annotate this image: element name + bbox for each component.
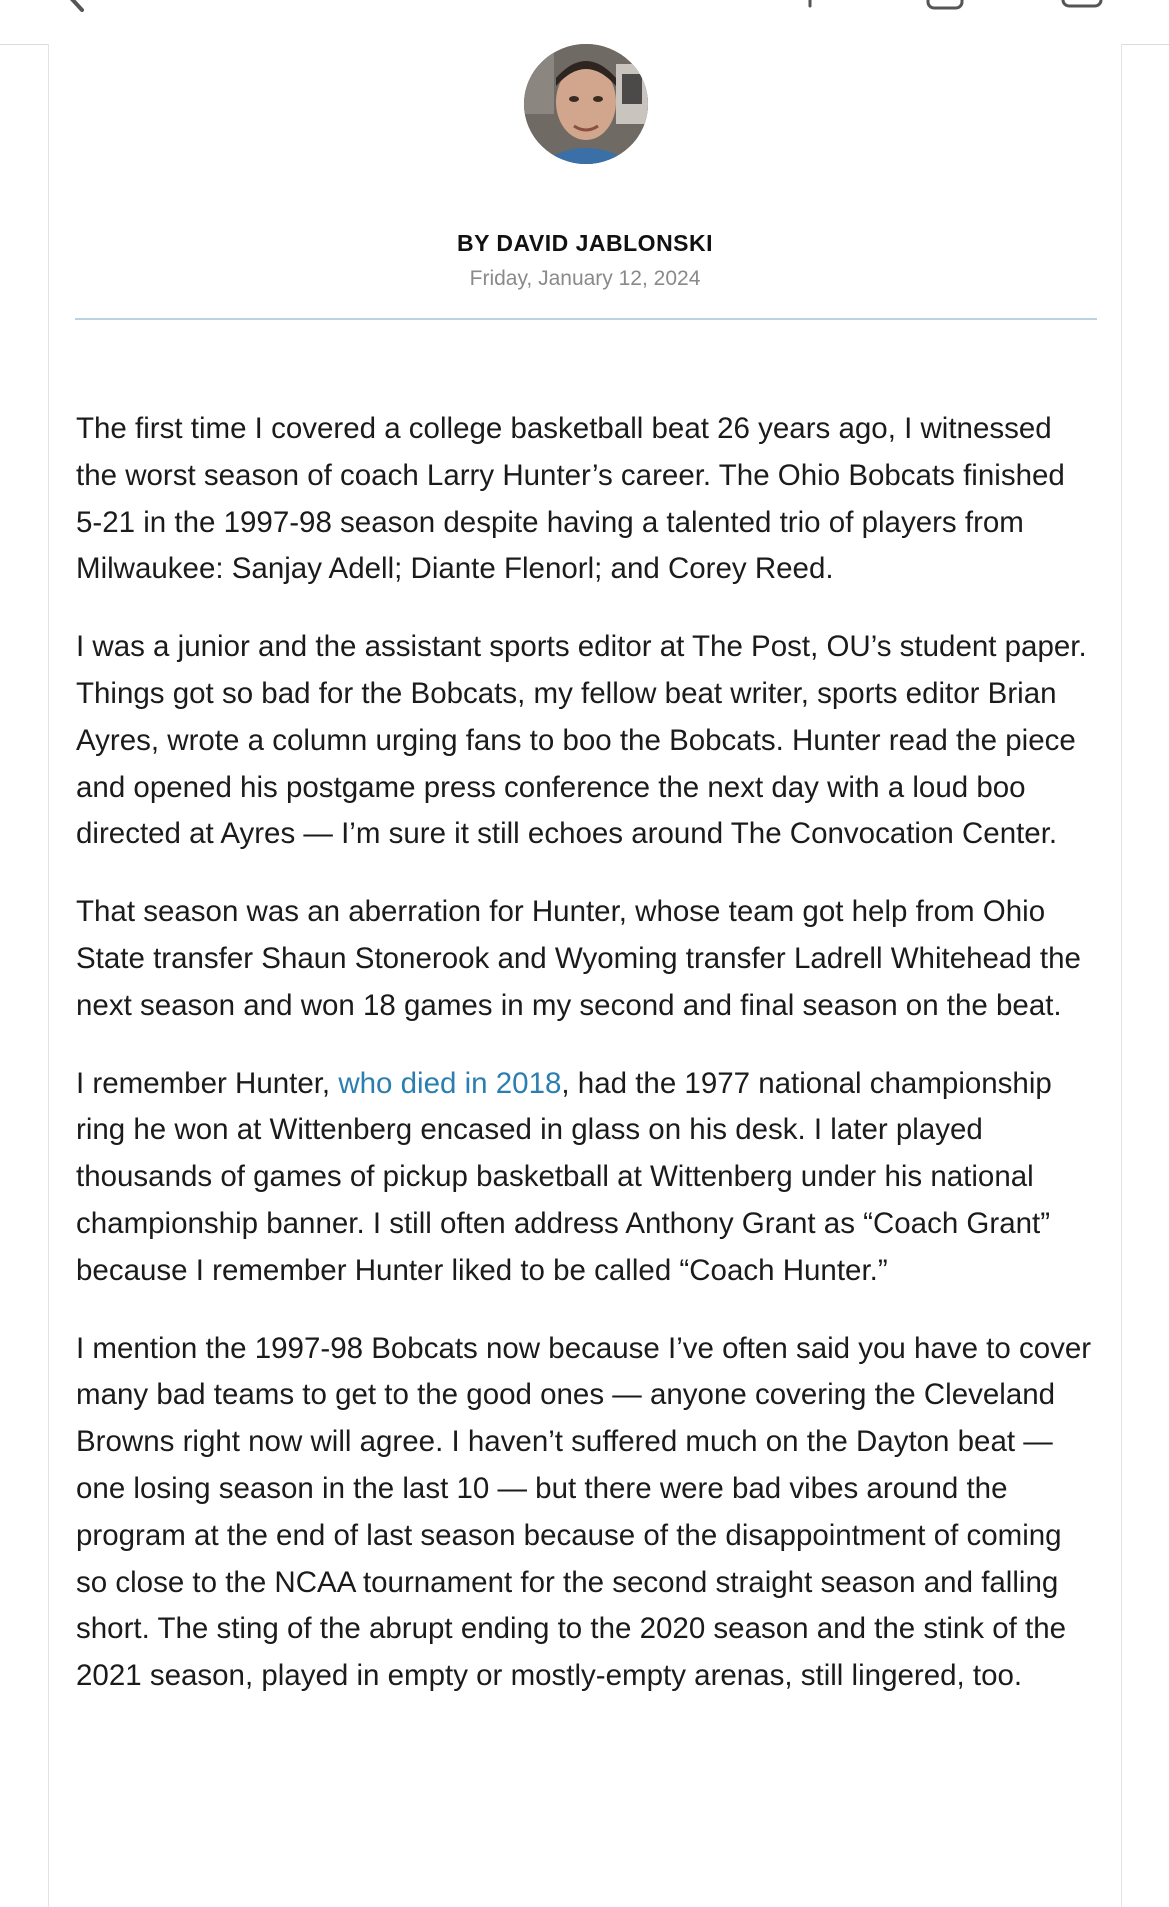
paragraph-text: , had the 1977 national championship ring he won at Wittenberg encased in glass on his desk. I later played thousands of games of pickup basketball at Wittenberg under his national championship banner. I still often address Anthony Grant as “Coach Grant” because I remember Hunter liked to be called “Coach Hunter.”	[76, 1066, 1052, 1287]
divider	[75, 318, 1097, 320]
paragraph: I was a junior and the assistant sports editor at The Post, OU’s student paper. Things got so bad for the Bobcats, my fellow beat writer, sports editor Brian Ayres, wrote a column urging fans to boo the Bobcats. Hunter read the piece and opened his postgame press conference the next day with a loud boo directed at Ayres — I’m sure it still echoes around The Convocation Center.	[76, 630, 1087, 851]
paragraph-text: I remember Hunter,	[76, 1066, 339, 1100]
author-avatar[interactable]	[524, 44, 648, 164]
article-card	[48, 44, 1122, 1907]
paragraph: I mention the 1997-98 Bobcats now because I’ve often said you have to cover many bad teams to get to the good ones — anyone covering the Cleveland Browns right now will agree. I haven’t suffered much on the Dayton beat — one losing season in the last 10 — but there were bad vibes around the program at the end of last season because of the disappointment of coming so close to the NCAA tournament for the second straight season and falling short. The sting of the abrupt ending to the 2020 season and the stink of the 2021 season, played in empty or mostly-empty arenas, still lingered, too.	[76, 1331, 1092, 1693]
browser-toolbar	[0, 0, 1169, 45]
article-body	[76, 406, 1096, 1731]
author-byline[interactable]: BY DAVID JABLONSKI	[456, 230, 714, 256]
paragraph	[76, 1061, 1096, 1295]
obituary-link[interactable]: who died in 2018	[338, 1066, 562, 1100]
publish-date: Friday, January 12, 2024	[469, 267, 701, 290]
more-icon[interactable]	[1060, 0, 1104, 17]
paragraph: The first time I covered a college basketball beat 26 years ago, I witnessed the worst season of coach Larry Hunter’s career. The Ohio Bobcats finished 5-21 in the 1997-98 season despite having a talented trio of players from Milwaukee: Sanjay Adell; Diante Flenorl; and Corey Reed.	[76, 412, 1065, 586]
chevron-left-icon[interactable]	[60, 0, 90, 17]
share-icon[interactable]	[795, 0, 825, 17]
paragraph: That season was an aberration for Hunter, whose team got help from Ohio State transfer Shaun Stonerook and Wyoming transfer Ladrell Whitehead the next season and won 18 games in my second and final season on the beat.	[76, 895, 1081, 1022]
tabs-icon[interactable]	[925, 0, 965, 17]
